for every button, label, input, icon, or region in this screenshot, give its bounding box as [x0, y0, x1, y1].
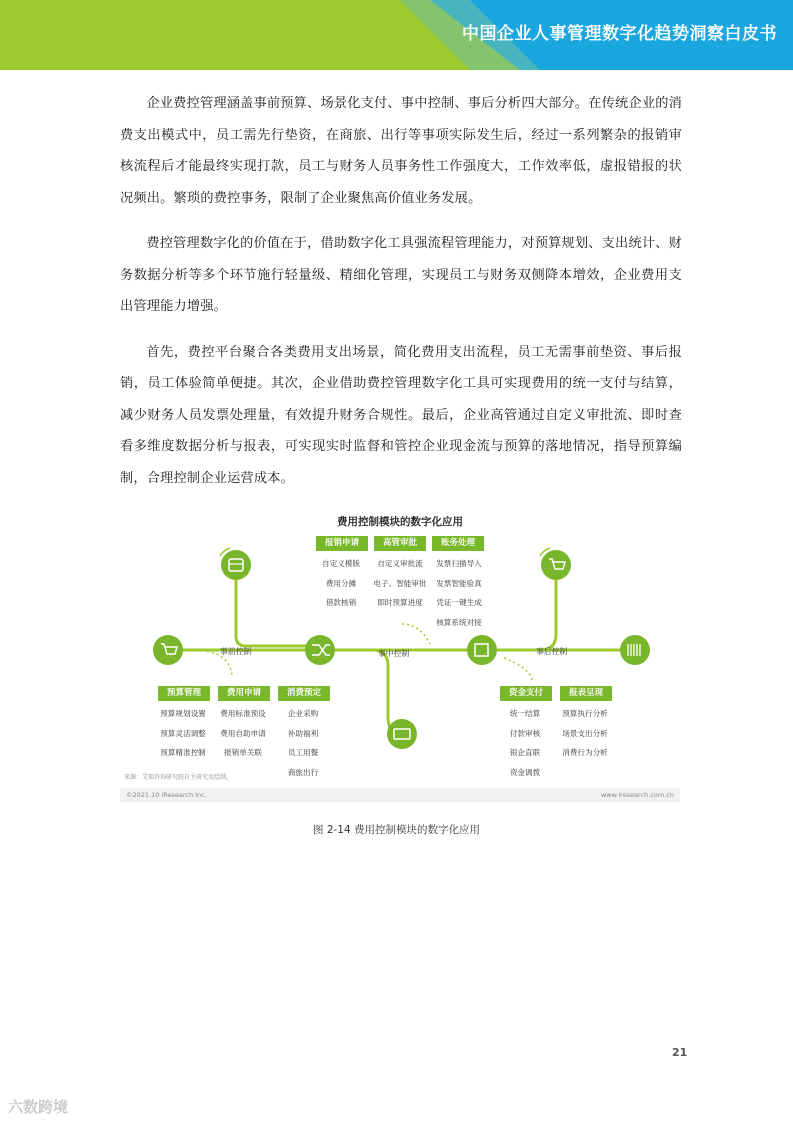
list-item: 借款核销: [325, 598, 357, 607]
document-title: 中国企业人事管理数字化趋势洞察白皮书: [462, 24, 777, 44]
list-item: 银企直联: [509, 748, 541, 757]
list-item: 预算灵活调整: [160, 728, 206, 738]
figure-url: www.iresearch.com.cn: [600, 791, 674, 799]
list-item: 费用自助申请: [220, 728, 266, 738]
list-item: 商旅出行: [287, 767, 319, 777]
tag-booking: 消费预定: [278, 686, 330, 701]
tag-exec-approval: 高管审批: [374, 536, 426, 551]
list-item: 自定义模版: [322, 559, 360, 568]
list-item: 补助福利: [287, 728, 319, 738]
list-item: 员工用餐: [287, 748, 319, 757]
list-item: 自定义审批流: [377, 559, 423, 568]
tag-reports: 报表呈现: [560, 686, 612, 701]
shuffle-node: [305, 635, 335, 665]
stage-mid: 事中控制: [378, 649, 410, 658]
budget-node: [221, 550, 251, 580]
stage-post: 事后控制: [536, 647, 568, 656]
figure-title: 费用控制模块的数字化应用: [337, 516, 463, 528]
list-item: 发票扫描导入: [436, 559, 482, 568]
expense-control-figure: [120, 508, 680, 804]
list-item: 费用标准预设: [220, 709, 266, 718]
list-item: 费用分摊: [325, 578, 357, 588]
tag-expense-request: 费用申请: [218, 686, 270, 701]
list-item: 报销单关联: [224, 748, 262, 757]
list-item: 消费行为分析: [562, 748, 608, 757]
list-item: 凭证一键生成: [436, 598, 482, 607]
tag-reimbursement: 报销申请: [316, 536, 368, 551]
item-list: [424, 554, 494, 632]
barcode-node: [620, 635, 650, 665]
figure-caption: 图 2-14 费用控制模块的数字化应用: [312, 824, 480, 836]
list-item: 企业采购: [287, 709, 319, 718]
tag-budget-mgmt: 预算管理: [158, 686, 210, 701]
money-node: [387, 719, 417, 749]
list-item: 统一结算: [509, 709, 541, 718]
list-item: 电子、智能审批: [373, 578, 427, 588]
list-item: 场景支出分析: [562, 728, 608, 738]
stage-pre: 事前控制: [220, 647, 252, 656]
cart-node: [153, 635, 183, 665]
paragraph: 首先，费控平台聚合各类费用支出场景，简化费用支出流程，员工无需事前垫资、事后报销，员工体验简单便捷。其次，企业借助费控管理数字化工具可实现费用的统一支付与结算，减少财务人员发票处理量，有效提升财务合规性。最后，企业高管通过自定义审批流、即时查看多维度数据分析与报表，可实现实时监督和管控企业现金流与预算的落地情况，指导预算编制，合理控制企业运营成本。: [120, 344, 682, 486]
shopping-node: [541, 550, 571, 580]
item-list: [268, 704, 338, 782]
approval-node: [467, 635, 497, 665]
watermark-logo: 六数跨境: [8, 1098, 69, 1116]
page-number: 21: [672, 1046, 688, 1059]
list-item: 预算执行分析: [562, 709, 608, 718]
figure-source: 来源：艾瑞咨询研究院自主研究及绘制。: [124, 774, 233, 781]
body-text: [120, 88, 682, 508]
tag-payment: 资金支付: [500, 686, 552, 701]
figure-copyright: ©2021.10 iResearch Inc.: [126, 791, 207, 799]
list-item: 核算系统对接: [436, 617, 482, 627]
list-item: 预算精准控制: [160, 748, 206, 757]
paragraph: 企业费控管理涵盖事前预算、场景化支付、事中控制、事后分析四大部分。在传统企业的消费支出模式中，员工需先行垫资，在商旅、出行等事项实际发生后，经过一系列繁杂的报销审核流程后才能最终实现打款，员工与财务人员事务性工作强度大，工作效率低，虚报错报的状况频出。繁琐的费控事务，限制了企业聚焦高价值业务发展。: [120, 96, 682, 206]
tag-accounting: 账务处理: [432, 536, 484, 551]
item-list: [550, 704, 620, 763]
list-item: 发票智能验真: [436, 578, 482, 588]
list-item: 资金调拨: [509, 767, 541, 777]
page-header: [0, 0, 793, 70]
paragraph: 费控管理数字化的价值在于，借助数字化工具强流程管理能力，对预算规划、支出统计、财务数据分析等多个环节施行轻量级、精细化管理，实现员工与财务双侧降本增效，企业费用支出管理能力增强。: [120, 236, 682, 314]
list-item: 付款审核: [509, 728, 541, 738]
list-item: 预算规划设置: [160, 709, 206, 718]
list-item: 即时预算进度: [377, 598, 423, 607]
